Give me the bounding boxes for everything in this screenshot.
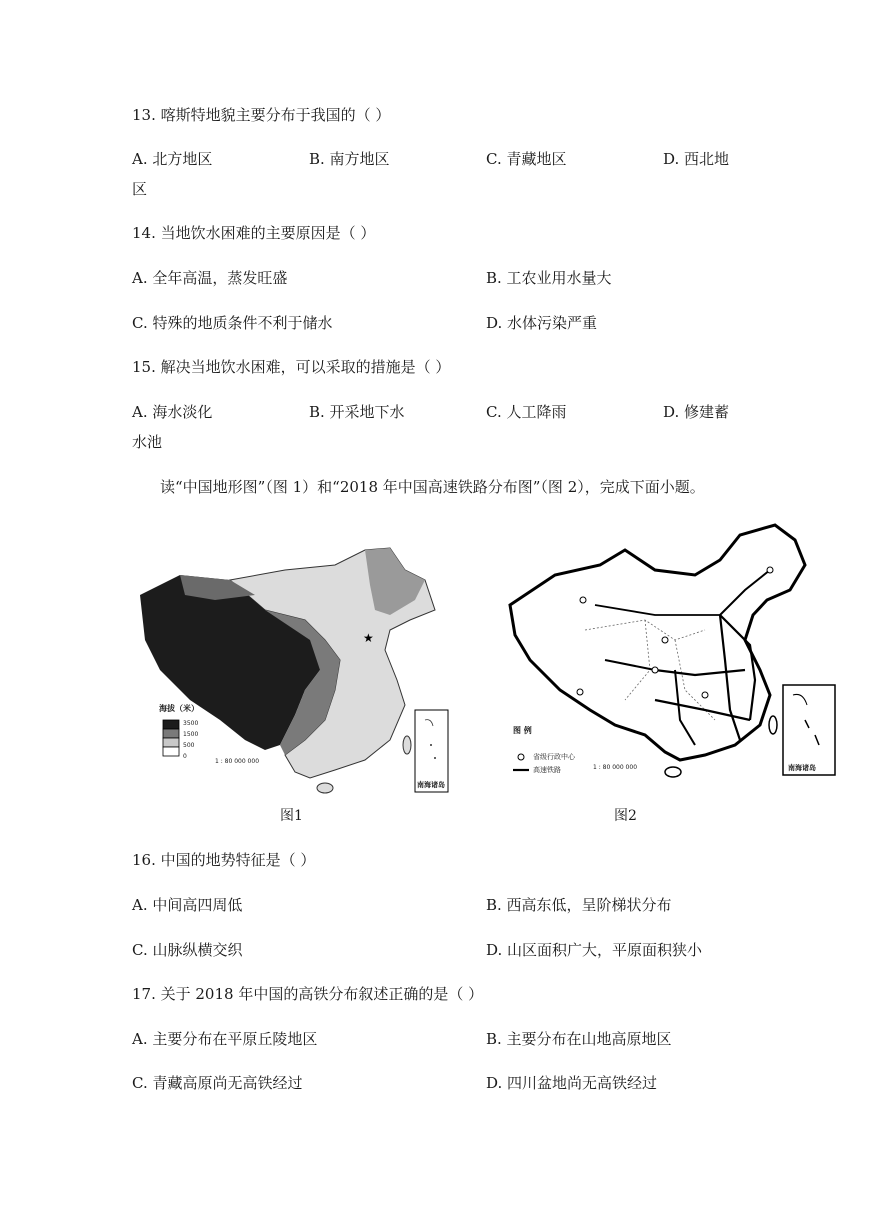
question-17-option-b: B. 主要分布在山地高原地区 (486, 1030, 672, 1048)
question-16-option-a: A. 中间高四周低 (132, 896, 243, 914)
terrain-inset-label: 南海诸岛 (417, 781, 445, 789)
question-13-option-d-wrap: 区 (132, 180, 148, 198)
question-14-option-c: C. 特殊的地质条件不利于储水 (132, 314, 333, 332)
terrain-legend-level-2: 1500 (183, 731, 199, 738)
figure-2-railway-map (505, 520, 840, 795)
question-14-option-a: A. 全年高温，蒸发旺盛 (132, 269, 288, 287)
question-15-option-b: B. 开采地下水 (309, 403, 405, 421)
terrain-scale: 1 : 80 000 000 (215, 758, 260, 765)
svg-text:★: ★ (363, 631, 374, 645)
terrain-legend-level-3: 500 (183, 742, 195, 749)
question-13-stem: 13. 喀斯特地貌主要分布于我国的（ ） (132, 106, 391, 124)
question-17-stem: 17. 关于 2018 年中国的高铁分布叙述正确的是（ ） (132, 985, 484, 1003)
railway-legend-title: 图 例 (513, 726, 532, 735)
question-15-option-d-wrap: 水池 (132, 433, 163, 451)
question-15-option-c: C. 人工降雨 (486, 403, 567, 421)
terrain-legend-level-1: 3500 (183, 720, 199, 727)
terrain-legend-level-4: 0 (183, 753, 187, 760)
question-16-option-c: C. 山脉纵横交织 (132, 941, 243, 959)
question-14-option-b: B. 工农业用水量大 (486, 269, 612, 287)
question-13-option-c: C. 青藏地区 (486, 150, 567, 168)
figure-1-caption: 图1 (280, 808, 303, 824)
question-16-option-d: D. 山区面积广大，平原面积狭小 (486, 941, 703, 959)
question-15-stem: 15. 解决当地饮水困难，可以采取的措施是（ ） (132, 358, 451, 376)
question-14-option-d: D. 水体污染严重 (486, 314, 598, 332)
question-15-option-a: A. 海水淡化 (132, 403, 213, 421)
question-16-stem: 16. 中国的地势特征是（ ） (132, 851, 316, 869)
question-14-stem: 14. 当地饮水困难的主要原因是（ ） (132, 224, 376, 242)
question-17-option-a: A. 主要分布在平原丘陵地区 (132, 1030, 318, 1048)
figure-intro: 读“中国地形图”（图 1）和“2018 年中国高速铁路分布图”（图 2），完成下面小题。 (160, 478, 705, 496)
question-13-option-d: D. 西北地 (663, 150, 730, 168)
railway-legend-capital: 省级行政中心 (533, 753, 575, 761)
terrain-legend-title: 海拔（米） (159, 704, 199, 713)
question-17-option-d: D. 四川盆地尚无高铁经过 (486, 1074, 658, 1092)
question-16-option-b: B. 西高东低，呈阶梯状分布 (486, 896, 672, 914)
figure-2-caption: 图2 (614, 808, 637, 824)
question-13-option-b: B. 南方地区 (309, 150, 390, 168)
question-13-option-a: A. 北方地区 (132, 150, 213, 168)
figure-1-terrain-map (135, 540, 450, 795)
question-15-option-d: D. 修建蓄 (663, 403, 730, 421)
railway-inset-label: 南海诸岛 (788, 764, 816, 772)
question-17-option-c: C. 青藏高原尚无高铁经过 (132, 1074, 303, 1092)
railway-legend-railway: 高速铁路 (533, 766, 561, 774)
railway-scale: 1 : 80 000 000 (593, 764, 638, 771)
